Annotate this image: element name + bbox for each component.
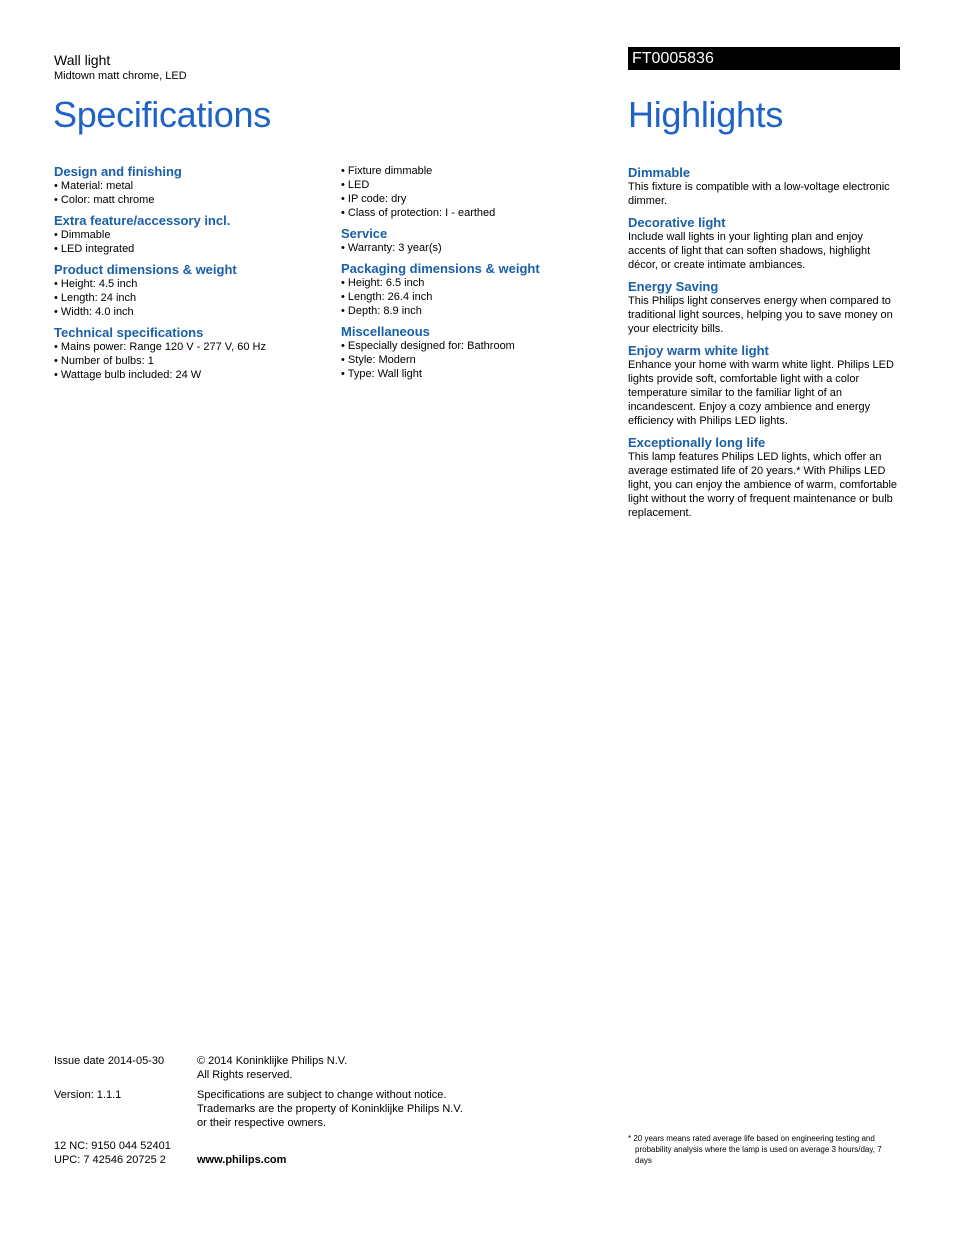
highlight-energy-saving xyxy=(628,279,900,336)
highlight-title: Exceptionally long life xyxy=(628,435,766,450)
copyright-line: © 2014 Koninklijke Philips N.V. xyxy=(197,1055,348,1067)
spec-item: • LED xyxy=(341,178,611,192)
product-subtitle: Midtown matt chrome, LED xyxy=(54,70,187,82)
nc-number: 12 NC: 9150 044 52401 xyxy=(54,1140,171,1152)
issue-date: Issue date 2014-05-30 xyxy=(54,1055,165,1067)
spec-column-2 xyxy=(341,164,611,387)
website-link[interactable]: www.philips.com xyxy=(197,1154,287,1166)
spec-item: • Style: Modern xyxy=(341,353,611,367)
spec-item: • Length: 26.4 inch xyxy=(341,290,611,304)
footnote: * 20 years means rated average life based on engineering testing and probability analysis where the lamp is used on average 3 hours/day, 7 days xyxy=(628,1134,882,1165)
spec-item: • IP code: dry xyxy=(341,192,611,206)
highlight-long-life xyxy=(628,435,900,520)
highlight-decorative-light xyxy=(628,215,900,272)
highlight-text: This Philips light conserves energy when compared to traditional light sources, helping you to save money on your electricity bills. xyxy=(628,295,893,335)
spec-column-1 xyxy=(54,164,324,388)
spec-group-title: Product dimensions & weight xyxy=(54,262,237,277)
spec-item: • Height: 4.5 inch xyxy=(54,277,324,291)
spec-group-title: Miscellaneous xyxy=(341,324,430,339)
spec-item: • LED integrated xyxy=(54,242,324,256)
spec-item: • Mains power: Range 120 V - 277 V, 60 Hz xyxy=(54,340,324,354)
spec-group-technical xyxy=(54,325,324,382)
spec-item: • Class of protection: I - earthed xyxy=(341,206,611,220)
spec-item: • Especially designed for: Bathroom xyxy=(341,339,611,353)
highlight-title: Energy Saving xyxy=(628,279,719,294)
spec-item: • Depth: 8.9 inch xyxy=(341,304,611,318)
spec-group-title: Technical specifications xyxy=(54,325,204,340)
spec-item: • Number of bulbs: 1 xyxy=(54,354,324,368)
product-code-bar: FT0005836 xyxy=(628,47,900,70)
copyright xyxy=(197,1054,497,1082)
highlight-text: Enhance your home with warm white light. Philips LED lights provide soft, comfortable light with a color temperature similar to the familiar light of an incandescent. Enjoy a cozy ambience and energy efficiency with Philips LED lights. xyxy=(628,359,894,427)
spec-item: • Width: 4.0 inch xyxy=(54,305,324,319)
spec-group-technical-continued xyxy=(341,164,611,220)
highlight-title: Enjoy warm white light xyxy=(628,343,769,358)
spec-item: • Material: metal xyxy=(54,179,324,193)
spec-group-packaging xyxy=(341,261,611,318)
spec-group-dimensions xyxy=(54,262,324,319)
nc-upc xyxy=(54,1139,194,1167)
product-title: Wall light xyxy=(54,52,111,68)
spec-group-title: Design and finishing xyxy=(54,164,182,179)
highlight-warm-white xyxy=(628,343,900,428)
spec-item: • Height: 6.5 inch xyxy=(341,276,611,290)
highlights-heading: Highlights xyxy=(628,94,784,135)
highlight-text: Include wall lights in your lighting plan and enjoy accents of light that can soften shadows, highlight décor, or create intimate ambiances. xyxy=(628,231,871,271)
spec-item: • Wattage bulb included: 24 W xyxy=(54,368,324,382)
highlight-text: This lamp features Philips LED lights, which offer an average estimated life of 20 years.* With Philips LED light, you can enjoy the ambience of warm, comfortable light without the worry of frequent maintenance or bulb replacement. xyxy=(628,451,898,519)
spec-item: • Fixture dimmable xyxy=(341,164,611,178)
spec-item: • Color: matt chrome xyxy=(54,193,324,207)
spec-group-title: Packaging dimensions & weight xyxy=(341,261,540,276)
upc-number: UPC: 7 42546 20725 2 xyxy=(54,1154,166,1166)
version: Version: 1.1.1 xyxy=(54,1089,122,1101)
highlight-title: Decorative light xyxy=(628,215,726,230)
highlight-dimmable xyxy=(628,165,900,208)
highlights-column xyxy=(628,165,900,527)
spec-group-title: Extra feature/accessory incl. xyxy=(54,213,231,228)
copyright-line: All Rights reserved. xyxy=(197,1069,293,1081)
spec-group-miscellaneous xyxy=(341,324,611,381)
spec-group-service xyxy=(341,226,611,255)
spec-group-extra xyxy=(54,213,324,256)
notice-line: Trademarks are the property of Koninklijke Philips N.V. xyxy=(197,1103,463,1115)
spec-item: • Warranty: 3 year(s) xyxy=(341,241,611,255)
spec-item: • Dimmable xyxy=(54,228,324,242)
spec-item: • Type: Wall light xyxy=(341,367,611,381)
highlight-text: This fixture is compatible with a low-voltage electronic dimmer. xyxy=(628,181,890,207)
notice-line: or their respective owners. xyxy=(197,1117,326,1129)
notice-line: Specifications are subject to change without notice. xyxy=(197,1089,447,1101)
spec-group-design xyxy=(54,164,324,207)
highlight-title: Dimmable xyxy=(628,165,691,180)
spec-group-title: Service xyxy=(341,226,388,241)
spec-item: • Length: 24 inch xyxy=(54,291,324,305)
specifications-heading: Specifications xyxy=(53,94,271,135)
notice xyxy=(197,1088,497,1130)
